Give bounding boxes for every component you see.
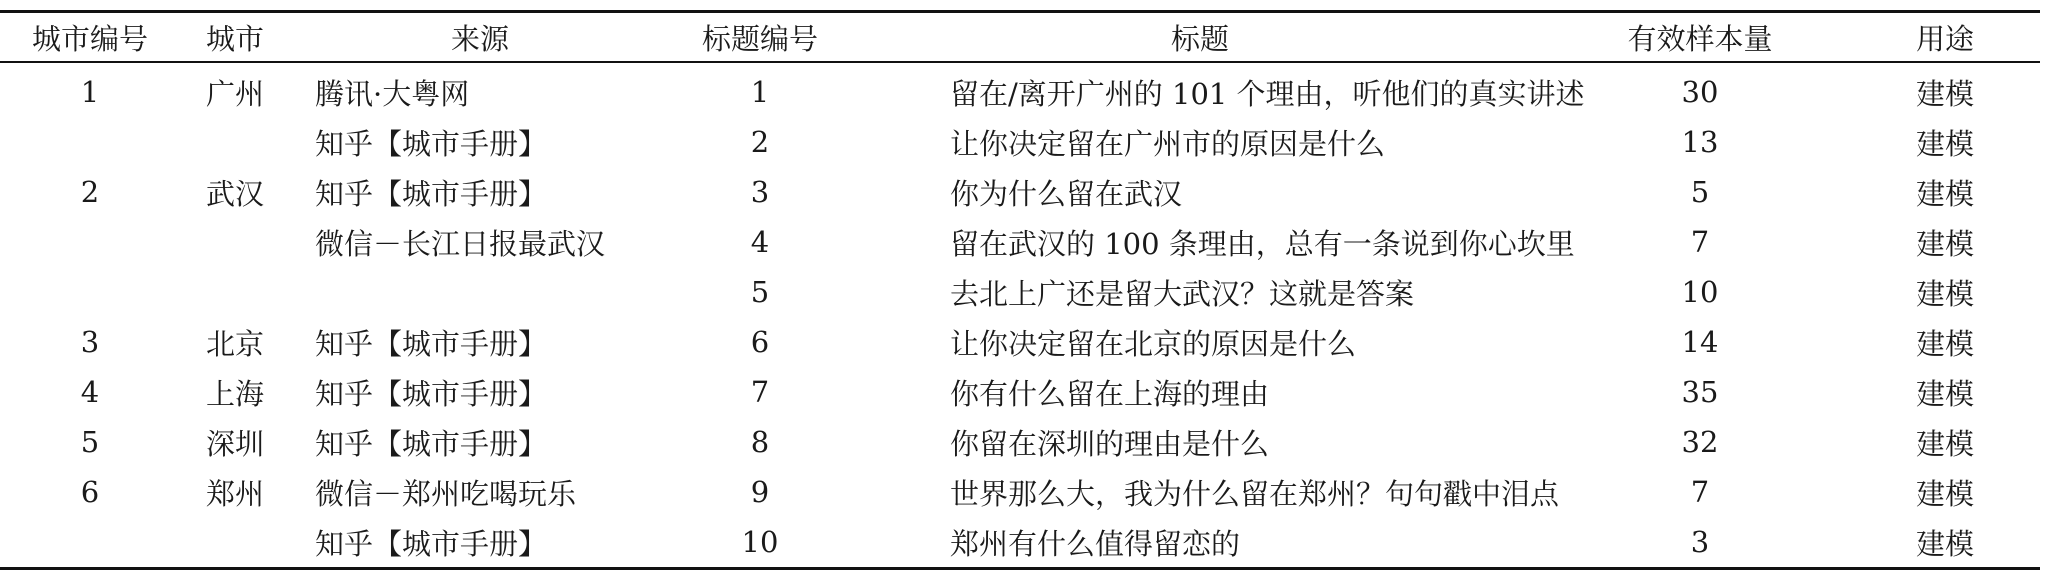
cell-city: 郑州	[205, 476, 264, 511]
cell-city	[180, 267, 290, 317]
table-row	[0, 417, 2040, 467]
data-table-container	[0, 10, 2048, 570]
cell-city-no	[0, 117, 180, 167]
cell-sample-count: 5	[1690, 175, 1710, 209]
cell-city-no	[0, 267, 180, 317]
header-source: 来源	[290, 12, 670, 63]
cell-sample-count: 13	[1681, 125, 1719, 159]
cell-source: 知乎【城市手册】	[315, 126, 548, 161]
cell-title: 你为什么留在武汉	[950, 176, 1183, 211]
header-title: 标题	[850, 12, 1550, 63]
cell-city-no: 2	[80, 175, 100, 209]
cell-source: 微信－郑州吃喝玩乐	[315, 476, 577, 511]
cell-city-no: 4	[80, 375, 100, 409]
table-row	[0, 317, 2040, 367]
table-body	[0, 62, 2040, 569]
cell-title: 去北上广还是留大武汉？这就是答案	[950, 276, 1415, 311]
cell-title: 郑州有什么值得留恋的	[850, 517, 1550, 569]
cell-city: 广州	[205, 76, 264, 111]
cell-title: 让你决定留在北京的原因是什么	[950, 326, 1357, 361]
cell-title: 留在武汉的 100 条理由，总有一条说到你心坎里	[950, 226, 1575, 261]
cell-usage: 建模	[1915, 426, 1974, 461]
cell-city-no: 3	[80, 325, 100, 359]
cell-title: 留在/离开广州的 101 个理由，听他们的真实讲述	[950, 76, 1585, 111]
cell-title-no: 9	[750, 475, 770, 509]
cell-city-no: 5	[80, 425, 100, 459]
cell-usage: 建模	[1915, 476, 1974, 511]
table-row	[0, 367, 2040, 417]
cell-sample-count: 7	[1690, 475, 1710, 509]
table-row	[0, 167, 2040, 217]
cell-city	[180, 517, 290, 569]
cell-source: 微信－长江日报最武汉	[315, 226, 606, 261]
cell-title-no: 8	[750, 425, 770, 459]
cell-title: 让你决定留在广州市的原因是什么	[950, 126, 1386, 161]
data-table	[0, 10, 2040, 570]
cell-source: 知乎【城市手册】	[315, 176, 548, 211]
cell-title-no: 2	[750, 125, 770, 159]
table-header	[0, 12, 2040, 63]
cell-city: 深圳	[205, 426, 264, 461]
cell-sample-count: 30	[1681, 75, 1719, 109]
cell-title-no: 1	[750, 75, 770, 109]
cell-title-no: 5	[750, 275, 770, 309]
cell-source: 知乎【城市手册】	[315, 376, 548, 411]
cell-city: 上海	[205, 376, 264, 411]
cell-city: 北京	[205, 326, 264, 361]
table-row	[0, 517, 2040, 569]
cell-sample-count: 14	[1681, 325, 1719, 359]
cell-source	[290, 267, 670, 317]
cell-usage: 建模	[1915, 276, 1974, 311]
table-row	[0, 117, 2040, 167]
cell-city-no	[0, 517, 180, 569]
cell-sample-count: 32	[1681, 425, 1719, 459]
cell-title: 你有什么留在上海的理由	[950, 376, 1270, 411]
cell-title: 世界那么大，我为什么留在郑州？句句戳中泪点	[950, 476, 1560, 511]
header-city-no: 城市编号	[0, 12, 180, 63]
header-title-no: 标题编号	[670, 12, 850, 63]
cell-city	[180, 117, 290, 167]
header-usage: 用途	[1850, 12, 2040, 63]
cell-usage: 建模	[1915, 126, 1974, 161]
cell-usage: 建模	[1915, 326, 1974, 361]
cell-source: 知乎【城市手册】	[290, 517, 670, 569]
cell-source: 腾讯·大粤网	[315, 76, 470, 111]
cell-usage: 建模	[1915, 76, 1974, 111]
cell-city-no	[0, 217, 180, 267]
cell-title-no: 4	[750, 225, 770, 259]
cell-city	[180, 217, 290, 267]
table-row	[0, 62, 2040, 117]
cell-usage: 建模	[1850, 517, 2040, 569]
header-city: 城市	[180, 12, 290, 63]
table-row	[0, 467, 2040, 517]
cell-city-no: 1	[80, 75, 100, 109]
cell-usage: 建模	[1915, 176, 1974, 211]
cell-sample-count: 35	[1681, 375, 1719, 409]
header-sample-count: 有效样本量	[1550, 12, 1850, 63]
cell-city: 武汉	[205, 176, 264, 211]
cell-city-no: 6	[80, 475, 100, 509]
cell-sample-count: 10	[1681, 275, 1719, 309]
cell-title-no: 6	[750, 325, 770, 359]
cell-sample-count: 3	[1550, 517, 1850, 569]
cell-usage: 建模	[1915, 226, 1974, 261]
cell-title-no: 3	[750, 175, 770, 209]
header-row	[0, 12, 2040, 63]
cell-title-no: 7	[750, 375, 770, 409]
cell-source: 知乎【城市手册】	[315, 426, 548, 461]
cell-sample-count: 7	[1690, 225, 1710, 259]
cell-title: 你留在深圳的理由是什么	[950, 426, 1270, 461]
cell-usage: 建模	[1915, 376, 1974, 411]
table-row	[0, 217, 2040, 267]
table-row	[0, 267, 2040, 317]
cell-source: 知乎【城市手册】	[315, 326, 548, 361]
cell-title-no: 10	[670, 517, 850, 569]
